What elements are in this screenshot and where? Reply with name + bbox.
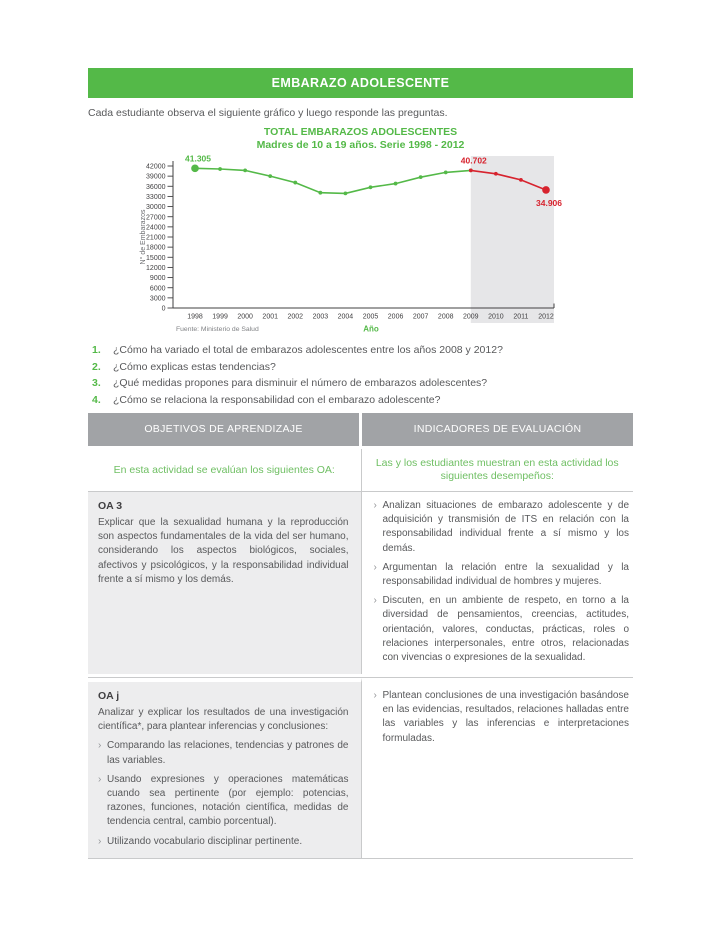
data-point <box>468 169 472 173</box>
bullet-text: Plantean conclusiones de una investigación basándose en las evidencias, resultados, relaciones halladas entre las variables y las inferencias e interpretaciones formuladas. <box>382 690 629 744</box>
y-tick-label: 18000 <box>145 244 165 252</box>
y-tick-label: 9000 <box>149 275 165 283</box>
question-number: 2. <box>92 360 101 373</box>
bullet-text: Comparando las relaciones, tendencias y patrones de las variables. <box>107 740 349 766</box>
table-row <box>88 492 633 674</box>
x-tick-label: 2003 <box>312 313 328 321</box>
y-tick-label: 6000 <box>149 285 165 293</box>
y-tick-label: 15000 <box>145 255 165 263</box>
y-tick-label: 36000 <box>145 184 165 192</box>
oa-code: OA 3 <box>98 500 123 513</box>
chevron-bullet-icon: › <box>98 740 102 752</box>
chevron-bullet-icon: › <box>98 835 102 847</box>
y-tick-label: 27000 <box>145 214 165 222</box>
bullet-text: Argumentan la relación entre la sexualidad y la responsabilidad individual de hombres y mujeres. <box>382 561 629 587</box>
indicator-cell <box>361 492 634 674</box>
question-text: ¿Cómo explicas estas tendencias? <box>113 360 276 373</box>
bullet-text: Discuten, en un ambiente de respeto, en torno a la diversidad de pensamientos, creencias, actitudes, orientación, valores, conductas, prácticas, roles o relaciones interpersonales, entre otros, relacionadas con vivencias o expresiones de la sexualidad. <box>382 595 629 663</box>
bullet-item <box>374 561 630 589</box>
x-tick-label: 2008 <box>437 313 454 321</box>
question-item <box>88 377 633 389</box>
question-item <box>88 394 633 406</box>
line-chart <box>136 153 586 336</box>
indicator-bullet-list <box>374 499 630 665</box>
x-axis-title: Año <box>362 324 379 334</box>
question-item <box>88 361 633 373</box>
x-tick-label: 2001 <box>261 313 278 321</box>
highlight-band <box>470 156 553 323</box>
bullet-text: Analizan situaciones de embarazo adolescente y de adquisición y transmisión de ITS en relación con la responsabilidad individual frente a sí mismo y los demás. <box>382 500 629 554</box>
data-point <box>443 171 447 175</box>
question-number: 1. <box>92 344 101 357</box>
bullet-text: Utilizando vocabulario disciplinar pertinente. <box>107 835 303 847</box>
data-point <box>343 192 347 196</box>
x-tick-label: 2004 <box>337 313 353 321</box>
question-number: 3. <box>92 377 101 390</box>
x-tick-label: 2010 <box>487 313 504 321</box>
oa-code: OA j <box>98 690 120 703</box>
data-point <box>293 181 297 185</box>
value-annotation: 34.906 <box>535 198 562 209</box>
y-tick-label: 3000 <box>149 295 165 303</box>
bullet-item <box>98 773 349 830</box>
subheader-indicadores: Las y los estudiantes muestran en esta actividad los siguientes desempeños: <box>361 449 634 491</box>
indicator-bullet-list <box>374 689 630 746</box>
x-tick-label: 2002 <box>286 313 303 321</box>
question-text: ¿Cómo ha variado el total de embarazos adolescentes entre los años 2008 y 2012? <box>113 344 503 357</box>
table-header-row <box>88 413 633 446</box>
x-tick-label: 2006 <box>387 313 403 321</box>
content-column <box>88 68 633 859</box>
table-row <box>88 677 633 858</box>
chart-title: TOTAL EMBARAZOS ADOLESCENTES <box>263 126 458 138</box>
data-point <box>418 176 422 180</box>
bullet-item <box>98 739 349 767</box>
intro-text: Cada estudiante observa el siguiente gráfico y luego responde las preguntas. <box>88 107 448 119</box>
y-tick-label: 33000 <box>145 194 165 202</box>
data-point <box>493 172 497 176</box>
y-axis-title: N° de Embarazos <box>139 209 147 265</box>
chart-canvas <box>136 153 586 341</box>
bullet-item <box>98 835 349 849</box>
x-tick-label: 2000 <box>236 313 253 321</box>
bullet-item <box>374 594 630 665</box>
oa-cell <box>88 678 361 858</box>
y-tick-label: 12000 <box>145 265 165 273</box>
oa-description: Explicar que la sexualidad humana y la reproducción son aspectos fundamentales de la vida del ser humano, considerando los aspectos biológicos, sociales, afectivos y psicológicos, y la responsabilidad individual frente a sí mismo y los demás. <box>98 516 349 585</box>
chevron-bullet-icon: › <box>373 595 377 607</box>
data-point <box>268 174 272 178</box>
y-tick-label: 0 <box>161 305 165 313</box>
question-item <box>88 344 633 356</box>
data-point <box>368 186 372 190</box>
chart-block <box>88 126 633 341</box>
x-tick-label: 2007 <box>412 313 428 321</box>
bullet-item <box>374 689 630 746</box>
data-point <box>218 167 222 171</box>
x-tick-label: 2012 <box>537 313 554 321</box>
x-tick-label: 1999 <box>211 313 228 321</box>
data-point <box>519 178 523 182</box>
chart-source: Fuente: Ministerio de Salud <box>175 326 259 334</box>
oa-bullet-list <box>98 739 349 848</box>
series-line <box>195 169 471 194</box>
oa-cell <box>88 492 361 674</box>
y-tick-label: 42000 <box>145 163 165 171</box>
x-tick-label: 1998 <box>186 313 203 321</box>
x-tick-label: 2011 <box>512 313 528 321</box>
x-tick-label: 2005 <box>362 313 378 321</box>
y-tick-label: 39000 <box>145 173 165 181</box>
emphasis-data-point <box>542 186 550 194</box>
evaluation-table <box>88 413 633 859</box>
oa-description: Analizar y explicar los resultados de una investigación científica*, para plantear inferencias y conclusiones: <box>98 707 349 733</box>
y-tick-label: 24000 <box>145 224 165 232</box>
chart-subtitle: Madres de 10 a 19 años. Serie 1998 - 2012 <box>256 139 465 152</box>
indicator-cell <box>361 678 634 858</box>
x-tick-label: 2009 <box>462 313 479 321</box>
page-title: EMBARAZO ADOLESCENTE <box>88 68 633 98</box>
chevron-bullet-icon: › <box>373 500 377 512</box>
value-annotation: 41.305 <box>184 153 211 164</box>
y-tick-label: 30000 <box>145 204 165 212</box>
data-point <box>393 182 397 186</box>
data-point <box>243 169 247 173</box>
data-point <box>318 191 322 195</box>
chevron-bullet-icon: › <box>373 561 377 573</box>
question-text: ¿Qué medidas propones para disminuir el número de embarazos adolescentes? <box>113 377 488 390</box>
value-annotation: 40.702 <box>460 155 487 166</box>
y-tick-label: 21000 <box>145 234 165 242</box>
bullet-text: Usando expresiones y operaciones matemáticas cuando sea pertinente (por ejemplo: potencias, razones, funciones, notación científica, medidas de tendencia central, cambio porcentual). <box>107 773 349 828</box>
question-number: 4. <box>92 393 101 406</box>
chevron-bullet-icon: › <box>373 690 377 702</box>
chevron-bullet-icon: › <box>98 773 102 785</box>
header-objetivos: OBJETIVOS DE APRENDIZAJE <box>88 413 359 446</box>
emphasis-data-point <box>191 165 199 173</box>
table-subheader-row <box>88 449 633 492</box>
question-text: ¿Cómo se relaciona la responsabilidad con el embarazo adolescente? <box>113 393 441 406</box>
bullet-item <box>374 499 630 556</box>
subheader-objetivos: En esta actividad se evalúan los siguientes OA: <box>113 463 335 476</box>
header-indicadores: INDICADORES DE EVALUACIÓN <box>362 413 633 446</box>
question-list <box>88 344 633 406</box>
